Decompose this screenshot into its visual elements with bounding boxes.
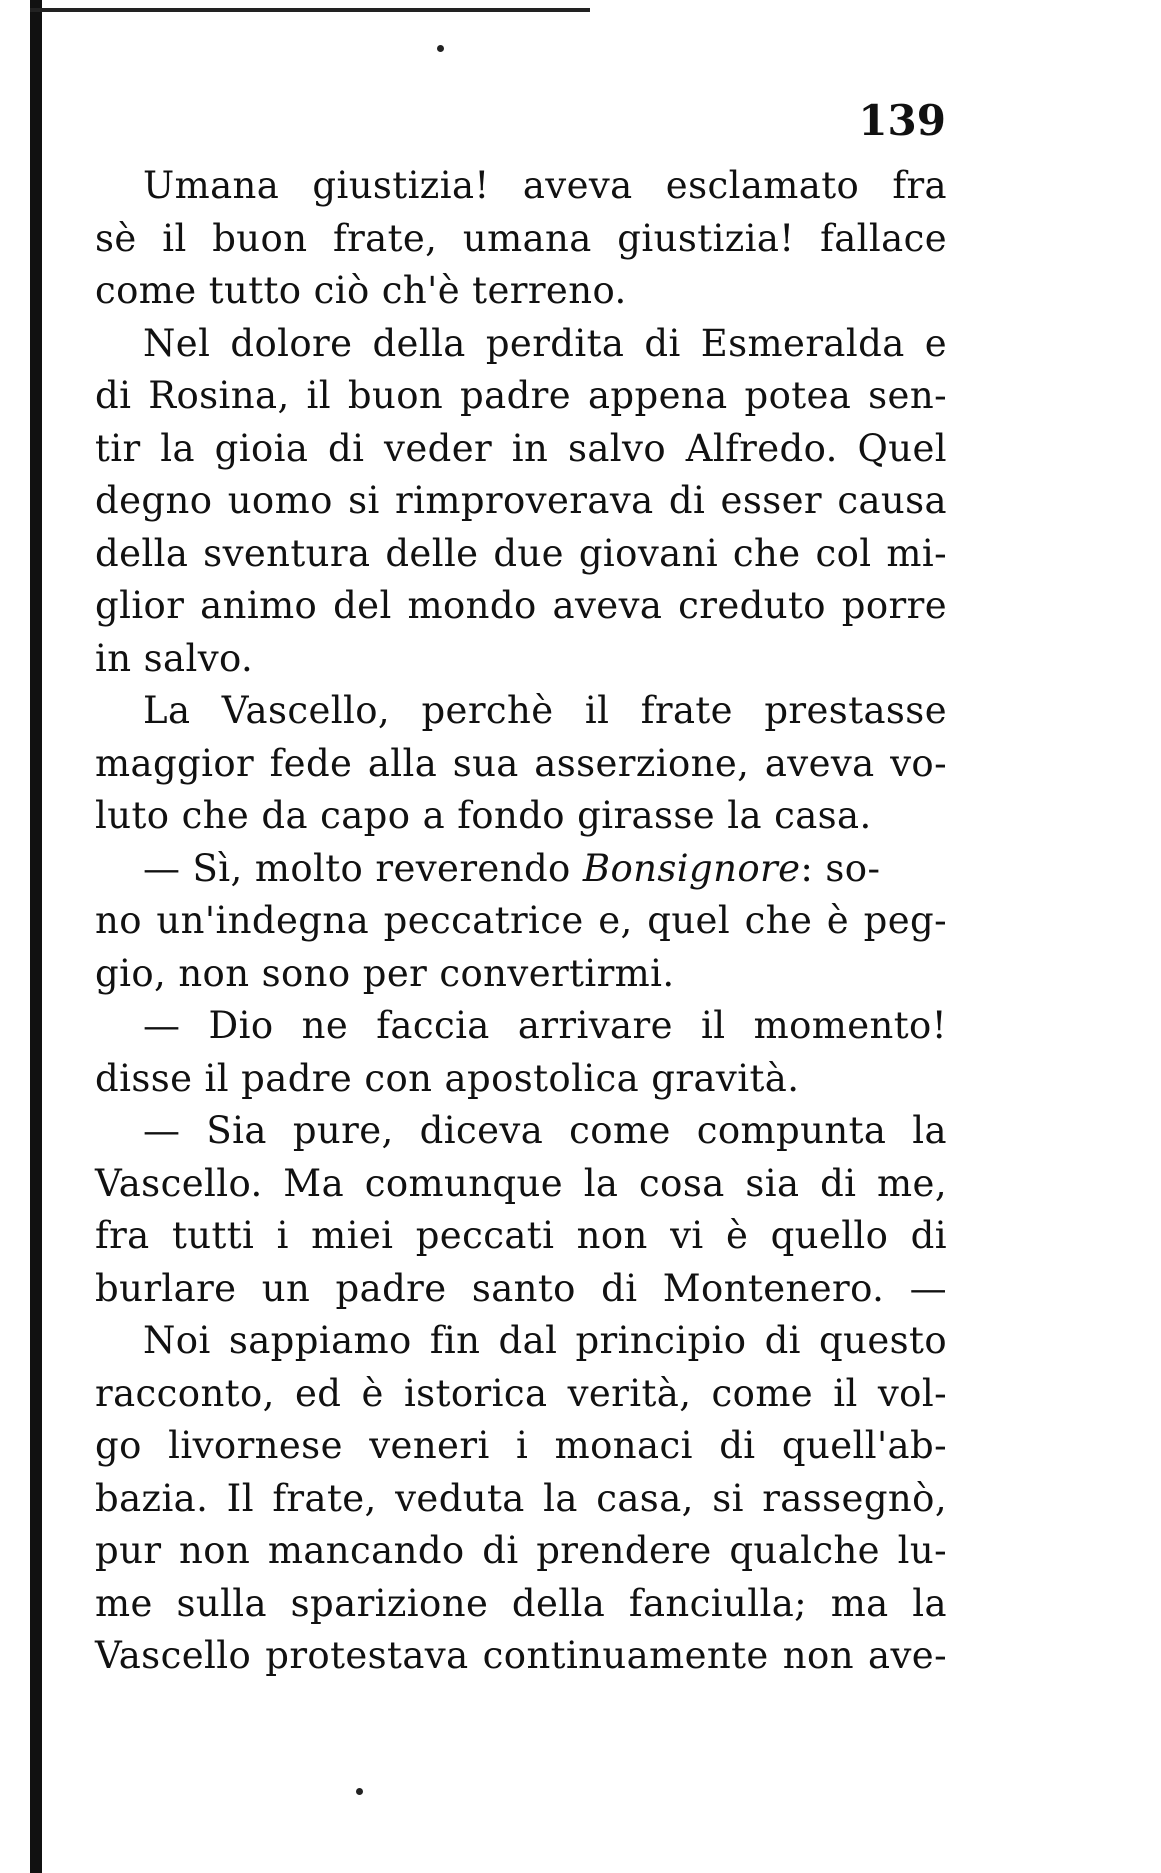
text-line: Noi sappiamo fin dal principio di questo <box>143 1319 947 1362</box>
text-line: bazia. Il frate, veduta la casa, si rassegnò, <box>95 1476 947 1520</box>
text-line: Vascello protestava continuamente non ave- <box>95 1634 947 1677</box>
text-line: disse il padre con apostolica gravità. <box>95 1056 800 1100</box>
page-binding-edge <box>30 0 42 1873</box>
text-run: : so- <box>800 846 881 890</box>
text-line: no un'indegna peccatrice e, quel che è peg- <box>95 899 947 942</box>
text-line: pur non mancando di prendere qualche lu- <box>95 1529 947 1572</box>
text-line: — Sia pure, diceva come compunta la <box>143 1109 947 1152</box>
text-line: luto che da capo a fondo girasse la casa. <box>95 794 872 837</box>
page-body-text <box>95 160 947 1683</box>
text-line: degno uomo si rimproverava di esser causa <box>95 479 947 522</box>
text-line: gio, non sono per convertirmi. <box>95 951 675 995</box>
text-line: della sventura delle due giovani che col mi- <box>95 531 947 575</box>
text-line-with-italic <box>95 843 947 896</box>
top-rule <box>30 8 590 12</box>
ink-speck <box>437 45 444 52</box>
text-line: Nel dolore della perdita di Esmeralda e <box>143 321 947 365</box>
text-line: racconto, ed è istorica verità, come il vol- <box>95 1371 947 1415</box>
text-line: me sulla sparizione della fanciulla; ma la <box>95 1581 947 1625</box>
text-line: burlare un padre santo di Montenero. — <box>95 1266 947 1310</box>
text-line: — Dio ne faccia arrivare il momento! <box>143 1004 947 1047</box>
text-run: — Sì, molto reverendo <box>143 846 583 890</box>
text-line: Vascello. Ma comunque la cosa sia di me, <box>95 1161 947 1205</box>
text-line: tir la gioia di veder in salvo Alfredo. Quel <box>95 426 947 470</box>
italic-word-bonsignore: Bonsignore <box>582 846 801 890</box>
ink-speck <box>356 1788 363 1795</box>
text-line: di Rosina, il buon padre appena potea sen- <box>95 374 947 417</box>
text-line: La Vascello, perchè il frate prestasse <box>143 689 947 732</box>
text-line: fra tutti i miei peccati non vi è quello di <box>95 1214 947 1257</box>
page-number: 139 <box>858 96 946 145</box>
text-line: glior animo del mondo aveva creduto porre <box>95 584 947 627</box>
text-line: come tutto ciò ch'è terreno. <box>95 269 627 312</box>
text-line: maggior fede alla sua asserzione, aveva vo- <box>95 741 947 785</box>
text-line: go livornese veneri i monaci di quell'ab- <box>95 1424 947 1467</box>
text-line: in salvo. <box>95 636 254 680</box>
text-line: sè il buon frate, umana giustizia! fallace <box>95 216 947 260</box>
text-line: Umana giustizia! aveva esclamato fra <box>143 164 947 207</box>
